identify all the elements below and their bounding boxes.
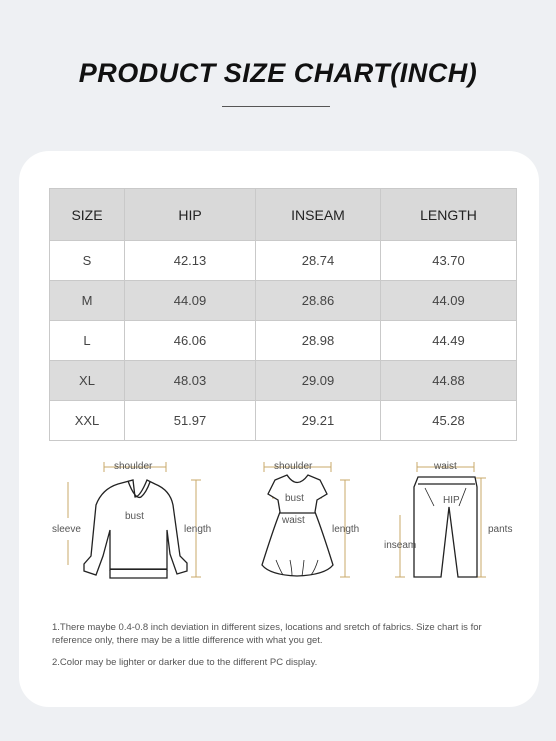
pants-inseam-label: inseam (384, 540, 417, 551)
cell-length: 45.28 (381, 401, 517, 441)
cell-inseam: 28.86 (256, 281, 381, 321)
cell-hip: 44.09 (125, 281, 256, 321)
pants-waist-label: waist (434, 461, 457, 472)
cell-length: 44.09 (381, 281, 517, 321)
cell-size: XXL (50, 401, 125, 441)
cell-length: 43.70 (381, 241, 517, 281)
note-deviation: 1.There maybe 0.4-0.8 inch deviation in different sizes, locations and sretch of fabrics. Size chart is for reference only, there may be a little difference with what you get. (52, 622, 482, 646)
pants-length-label: pants (488, 524, 513, 535)
header-hip: HIP (125, 189, 256, 241)
cell-inseam: 29.09 (256, 361, 381, 401)
dress-length-label: length (332, 524, 360, 535)
cell-hip: 51.97 (125, 401, 256, 441)
cell-size: XL (50, 361, 125, 401)
cell-length: 44.49 (381, 321, 517, 361)
sweater-sleeve-label: sleeve (52, 524, 81, 535)
pants-hip-label: HIP (443, 495, 460, 506)
cell-size: M (50, 281, 125, 321)
cell-inseam: 29.21 (256, 401, 381, 441)
cell-hip: 42.13 (125, 241, 256, 281)
header-size: SIZE (50, 189, 125, 241)
cell-length: 44.88 (381, 361, 517, 401)
dress-waist-label: waist (282, 515, 305, 526)
page-title: PRODUCT SIZE CHART(INCH) (78, 58, 478, 88)
cell-inseam: 28.98 (256, 321, 381, 361)
header-length: LENGTH (381, 189, 517, 241)
cell-size: S (50, 241, 125, 281)
dress-shoulder-label: shoulder (274, 461, 313, 472)
size-notes (52, 621, 522, 678)
cell-size: L (50, 321, 125, 361)
sweater-bust-label: bust (125, 511, 144, 522)
cell-hip: 46.06 (125, 321, 256, 361)
sweater-icon (84, 480, 187, 575)
sweater-shoulder-label: shoulder (114, 461, 153, 472)
note-color: 2.Color may be lighter or darker due to the different PC display. (52, 657, 318, 668)
dress-bust-label: bust (285, 493, 304, 504)
cell-hip: 48.03 (125, 361, 256, 401)
sweater-length-label: length (184, 524, 212, 535)
header-inseam: INSEAM (256, 189, 381, 241)
cell-inseam: 28.74 (256, 241, 381, 281)
pants-icon (414, 477, 477, 577)
